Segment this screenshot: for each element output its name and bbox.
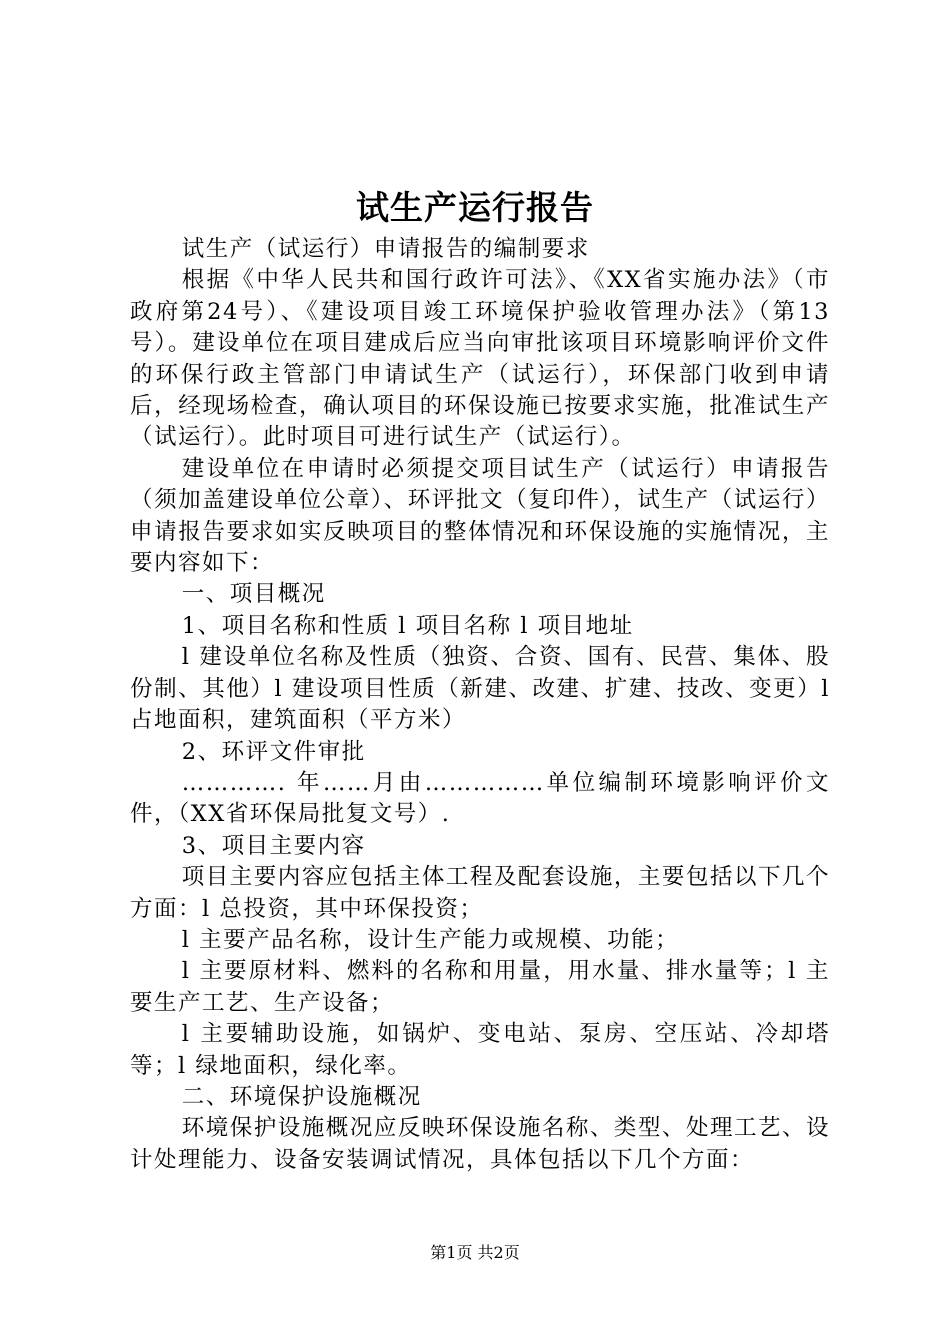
subheading-eia-approval: 2、环评文件审批: [181, 738, 366, 765]
paragraph-eia-approval: …………. 年……月由……………单位编制环境影响评价文件，（XX省环保局批复文号）.: [130, 769, 830, 828]
paragraph-main-products: l 主要产品名称，设计生产能力或规模、功能；: [181, 926, 680, 953]
section-heading-env-protection: 二、环境保护设施概况: [181, 1083, 422, 1110]
section-heading-project-overview: 一、项目概况: [181, 581, 326, 608]
subheading-main-content: 3、项目主要内容: [181, 832, 366, 859]
paragraph-unit-nature-area: l 建设单位名称及性质（独资、合资、国有、民营、集体、股份制、其他）l 建设项目性质（新建、改建、扩建、技改、变更）l 占地面积，建筑面积（平方米）: [130, 644, 830, 734]
paragraph-auxiliary-facilities: l 主要辅助设施，如锅炉、变电站、泵房、空压站、冷却塔等；l 绿地面积，绿化率。: [130, 1021, 830, 1079]
document-title: 试生产运行报告: [356, 188, 594, 227]
paragraph-project-name-nature: 1、项目名称和性质 l 项目名称 l 项目地址: [181, 612, 634, 639]
paragraph-main-content: 项目主要内容应包括主体工程及配套设施，主要包括以下几个方面：l 总投资，其中环保投资；: [130, 864, 830, 922]
paragraph-raw-materials: l 主要原材料、燃料的名称和用量，用水量、排水量等；l 主要生产工艺、生产设备；: [130, 958, 830, 1016]
paragraph-legal-basis: 根据《中华人民共和国行政许可法》、《XX省实施办法》（市政府第24号）、《建设项目竣工环境保护验收管理办法》（第13号）。建设单位在项目建成后应当向审批该项目环境影响评价文件的环保行政主管部门申请试生产（试运行），环保部门收到申请后，经现场检查，确认项目的环保设施已按要求实施，批准试生产（试运行）。此时项目可进行试生产（试运行）。: [130, 267, 830, 451]
document-body: [130, 234, 830, 1176]
paragraph-submission-materials: 建设单位在申请时必须提交项目试生产（试运行）申请报告（须加盖建设单位公章）、环评批文（复印件），试生产（试运行）申请报告要求如实反映项目的整体情况和环保设施的实施情况，主要内容如下：: [130, 455, 830, 577]
paragraph-env-protection-overview: 环境保护设施概况应反映环保设施名称、类型、处理工艺、设计处理能力、设备安装调试情况，具体包括以下几个方面：: [130, 1115, 830, 1173]
paragraph-application-requirements: 试生产（试运行）申请报告的编制要求: [181, 236, 590, 262]
page-footer: 第1页 共2页: [430, 1243, 520, 1262]
